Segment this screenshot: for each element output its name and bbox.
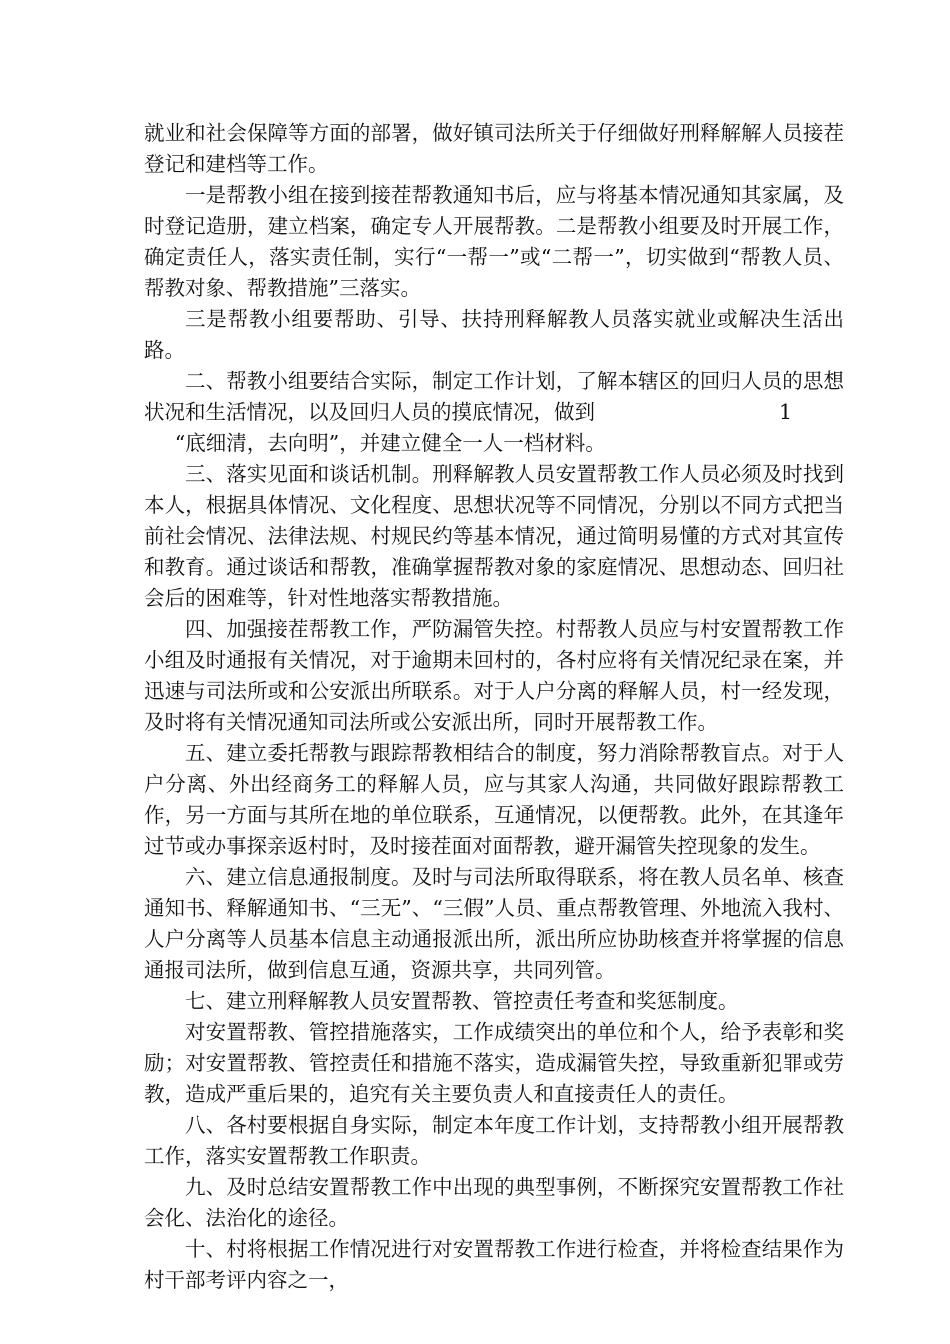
paragraph-5: 三、落实见面和谈话机制。刑释解教人员安置帮教工作人员必须及时找到本人，根据具体情况、文化程度、思想状况等不同情况，分别以不同方式把当前社会情况、法律法规、村规民约等基本情况，通过简明易懂的方式对其宣传和教育。通过谈话和帮教，准确掌握帮教对象的家庭情况、思想动态、回归社会后的困难等，针对性地落实帮教措施。 — [144, 462, 844, 610]
document-page — [144, 118, 844, 1296]
paragraph-1: 一是帮教小组在接到接茬帮教通知书后，应与将基本情况通知其家属，及时登记造册，建立档案，确定专人开展帮教。二是帮教小组要及时开展工作，确定责任人，落实责任制，实行“一帮一”或“二帮一”，切实做到“帮教人员、帮教对象、帮教措施”三落实。 — [144, 183, 844, 300]
paragraph-10: 对安置帮教、管控措施落实，工作成绩突出的单位和个人，给予表彰和奖励；对安置帮教、管控责任和措施不落实，造成漏管失控，导致重新犯罪或劳教，造成严重后果的，追究有关主要负责人和直接责任人的责任。 — [144, 1020, 844, 1106]
paragraph-8: 六、建立信息通报制度。及时与司法所取得联系，将在教人员名单、核查通知书、释解通知书、“三无”、“三假”人员、重点帮教管理、外地流入我村、人户分离等人员基本信息主动通报派出所，派出所应协助核查并将掌握的信息通报司法所，做到信息互通，资源共享，共同列管。 — [144, 865, 844, 982]
page-number-marker: 1 — [778, 400, 792, 424]
paragraph-0: 就业和社会保障等方面的部署，做好镇司法所关于仔细做好刑释解解人员接茬登记和建档等工作。 — [144, 121, 844, 176]
paragraph-6: 四、加强接茬帮教工作，严防漏管失控。村帮教人员应与村安置帮教工作小组及时通报有关情况，对于逾期未回村的，各村应将有关情况纪录在案，并迅速与司法所或和公安派出所联系。对于人户分离的释解人员，村一经发现，及时将有关情况通知司法所或公安派出所，同时开展帮教工作。 — [144, 617, 844, 734]
paragraph-12: 九、及时总结安置帮教工作中出现的典型事例，不断探究安置帮教工作社会化、法治化的途径。 — [144, 1175, 844, 1230]
paragraph-11: 八、各村要根据自身实际，制定本年度工作计划，支持帮教小组开展帮教工作，落实安置帮教工作职责。 — [144, 1113, 844, 1168]
paragraph-3-wrapper — [144, 366, 844, 428]
paragraph-2: 三是帮教小组要帮助、引导、扶持刑释解教人员落实就业或解决生活出路。 — [144, 307, 844, 362]
paragraph-4: “底细清，去向明”，并建立健全一人一档材料。 — [174, 431, 606, 455]
paragraph-7: 五、建立委托帮教与跟踪帮教相结合的制度，努力消除帮教盲点。对于人户分离、外出经商务工的释解人员，应与其家人沟通，共同做好跟踪帮教工作，另一方面与其所在地的单位联系，互通情况，以便帮教。此外，在其逢年过节或办事探亲返村时，及时接茬面对面帮教，避开漏管失控现象的发生。 — [144, 741, 844, 858]
paragraph-13: 十、村将根据工作情况进行对安置帮教工作进行检查，并将检查结果作为村干部考评内容之一， — [144, 1237, 844, 1292]
paragraph-3: 二、帮教小组要结合实际，制定工作计划，了解本辖区的回归人员的思想状况和生活情况，以及回归人员的摸底情况，做到 — [144, 369, 844, 424]
paragraph-9: 七、建立刑释解教人员安置帮教、管控责任考查和奖惩制度。 — [185, 989, 739, 1013]
